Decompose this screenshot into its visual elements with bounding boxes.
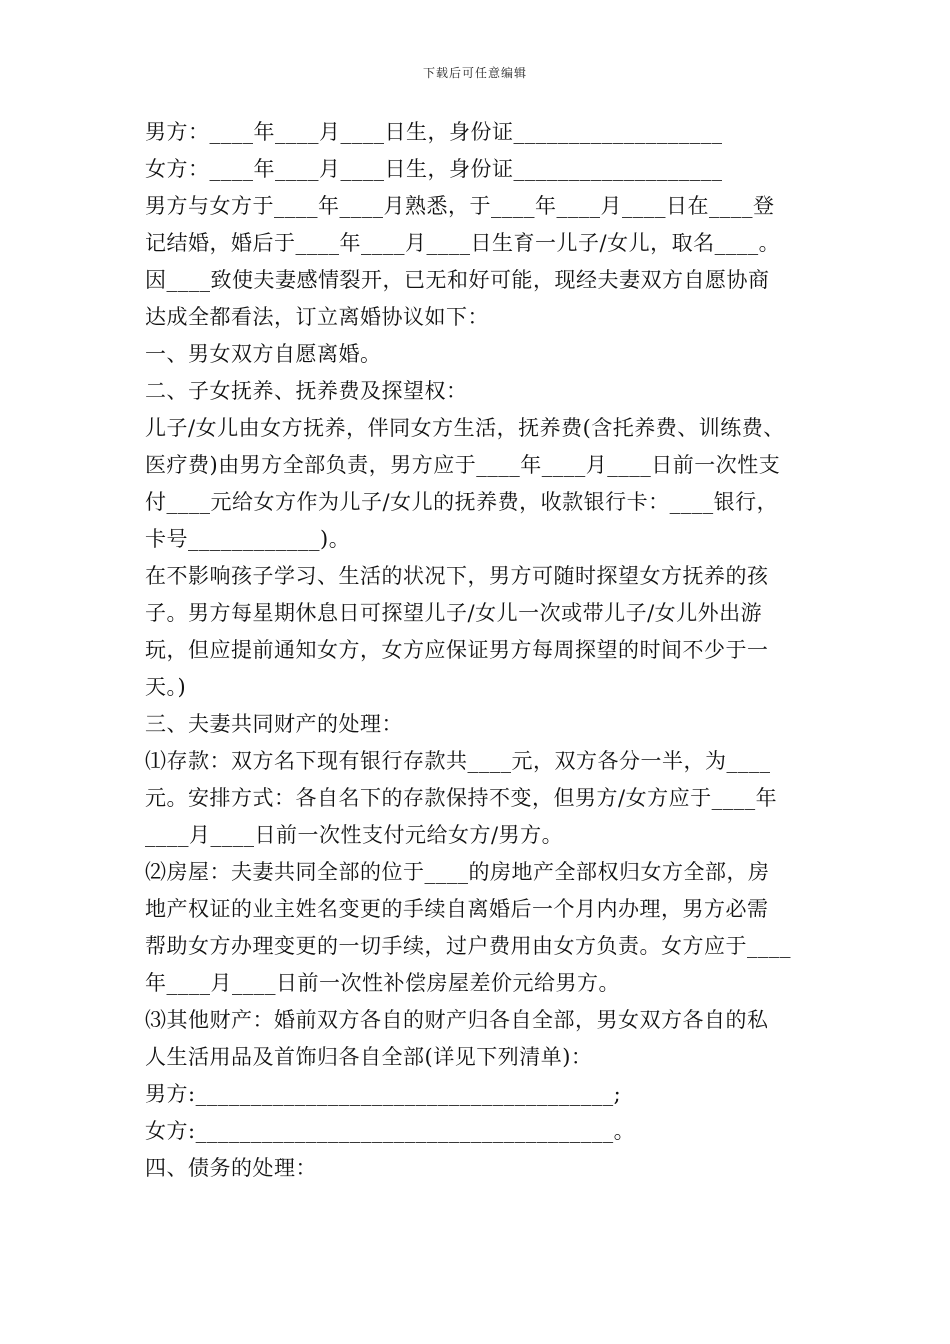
section-heading: 三、夫妻共同财产的处理： <box>145 712 403 736</box>
text-line: 人生活用品及首饰归各自全部(详见下列清单)： <box>145 1045 593 1069</box>
text-line: 天。) <box>145 675 187 699</box>
text-line: 记结婚，婚后于____年____月____日生育一儿子/女儿，取名____。 <box>145 231 781 255</box>
text-line: ⑴存款：双方名下现有银行存款共____元，双方各分一半，为____ <box>145 749 771 773</box>
text-line: 元。安排方式：各自名下的存款保持不变，但男方/女方应于____年 <box>145 786 778 810</box>
text-line: 医疗费)由男方全部负责，男方应于____年____月____日前一次性支 <box>145 453 781 477</box>
text-line: 在不影响孩子学习、生活的状况下，男方可随时探望女方抚养的孩 <box>145 564 769 588</box>
text-line: 达成全都看法，订立离婚协议如下： <box>145 305 489 329</box>
text-line: 儿子/女儿由女方抚养，伴同女方生活，抚养费(含托养费、训练费、 <box>145 416 785 440</box>
agreement-body <box>145 114 835 1187</box>
text-line: 玩，但应提前通知女方，女方应保证男方每周探望的时间不少于一 <box>145 638 769 662</box>
text-line: 女方:______________________________________。 <box>145 1119 636 1143</box>
text-line: 男方：____年____月____日生，身份证___________________ <box>145 120 723 144</box>
text-line: 男方:______________________________________; <box>145 1082 622 1106</box>
text-line: 子。男方每星期休息日可探望儿子/女儿一次或带儿子/女儿外出游 <box>145 601 763 625</box>
text-line: ⑶其他财产：婚前双方各自的财产归各自全部，男女双方各自的私 <box>145 1008 769 1032</box>
page-header-note: 下载后可任意编辑 <box>422 66 527 80</box>
section-heading: 二、子女抚养、抚养费及探望权： <box>145 379 468 403</box>
text-line: 因____致使夫妻感情裂开，已无和好可能，现经夫妻双方自愿协商 <box>145 268 770 292</box>
text-line: 卡号____________)。 <box>145 527 351 551</box>
text-line: ____月____日前一次性支付元给女方/男方。 <box>145 823 564 847</box>
text-line: 男方与女方于____年____月熟悉，于____年____月____日在____登 <box>145 194 775 218</box>
text-line: ⑵房屋：夫妻共同全部的位于____的房地产全部权归女方全部，房 <box>145 860 770 884</box>
text-line: 付____元给女方作为儿子/女儿的抚养费，收款银行卡：____银行， <box>145 490 779 514</box>
section-heading: 四、债务的处理： <box>145 1156 317 1180</box>
text-line: 地产权证的业主姓名变更的手续自离婚后一个月内办理，男方必需 <box>145 897 769 921</box>
text-line: 帮助女方办理变更的一切手续，过户费用由女方负责。女方应于____ <box>145 934 791 958</box>
text-line: 女方：____年____月____日生，身份证___________________ <box>145 157 723 181</box>
section-heading: 一、男女双方自愿离婚。 <box>145 342 382 366</box>
text-line: 年____月____日前一次性补偿房屋差价元给男方。 <box>145 971 620 995</box>
